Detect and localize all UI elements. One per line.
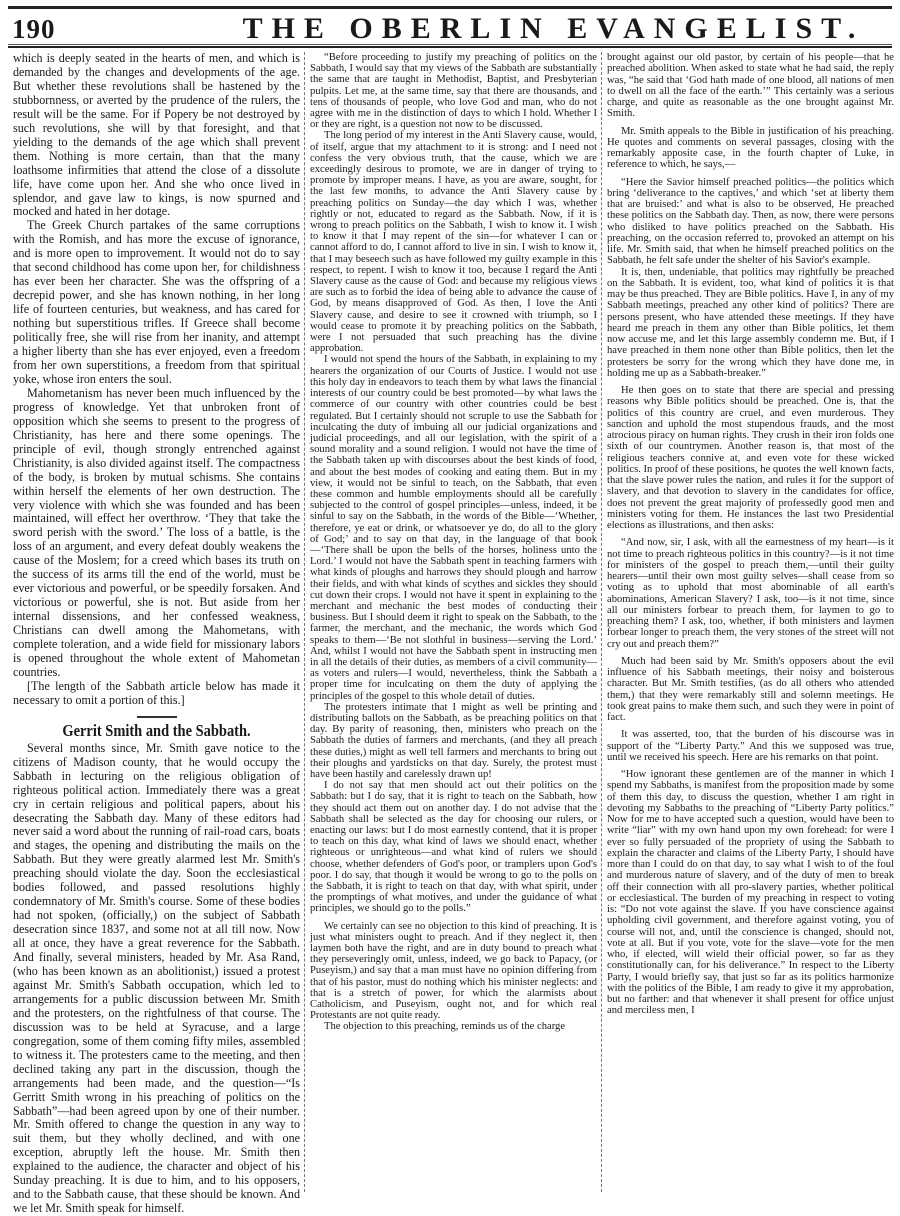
paragraph: I would not spend the hours of the Sabbath, in explaining to my hearers the organization of our Courts of Justice. I would not use this holy day in endeavors to teach them by what laws the financial interests of our country could be best promoted—by what laws the commerce of our country with other countries could be best regulated. But I certainly should not scruple to use the Sabbath for inculcating the duty of imbuing all our judicial organizations and judicial proceedings, and all our legislation, with the spirit of a sound morality and a sound religion. I would not have the time of the Sabbath taken up with discourses about the best kinds of food, and about the best modes of cooking and eating them. But in my view, it would not be sinful to teach, on the Sabbath, that even these common and humble employments should all be carefully subjected to the control of gospel principles—unless, indeed, it be sinful to say on the Sabbath, in the words of the Bible—‘Whether, therefore, ye eat or drink, or whatsoever ye do, do all to the glory of God;’ and to say on that day, in the language of that book—‘There shall be upon the bells of the horses, holiness unto the Lord.’ I would not have the Sabbath spent in teaching farmers with what kinds of ploughs and harrows they should plough and harrow their fields, and with what kinds of scythes and sickles they should cut down their crops. I would not have it spent in explaining to the merchant and mechanic the best modes of conducting their business. But I should deem it right to speak on the Sabbath, to the farmer, the merchant, and the mechanic, the words which God speaks to them—‘Be not slothful in business—serving the Lord.’ And, whilst I would not have the Sabbath spent in instructing men in all the details of their duties, as members of a civil community—as voters and rulers—I would, nevertheless, think the Sabbath a proper time for inculcating on them the duty of applying the principles of the gospel to this whole detail of duties. (310, 354, 597, 702)
quote-paragraph: “How ignorant these gentlemen are of the manner in which I spend my Sabbaths, is manifest from the proposition made by some of them this day, to discuss the question, whether I am right in devoting my Sabbaths to the preaching of “Liberty Party politics.” Now for me to have accepted such a question, would have been to write “liar” with my own hand upon my own forehead: for were I ever so fully persuaded of the propriety of using the Sabbath to explain the character and claims of the Liberty Party, I should have more than I could do on that day, to say what I wish to of the foul and murderous nature of slavery, and of the duty of men to break off their connection with all pro-slavery parties, whether political or ecclesiastical. The burden of my preaching in respect to voting is: “Do not vote against the slave. If you have conscience against upholding civil government, and therefore against voting, you of course will not, and, until the conscience is changed, should not, vote at all. But if you vote, vote for the slave—vote for the men who, if elected, will wield their official power, so far as they constitutionally can, for his deliverance.” In respect to the Liberty Party, I would briefly say, that just so far as its politics harmonize with the politics of the Bible, I am ready to give it my approbation, but no farther: and that whenever it shall present for office unjust and merciless men, I (607, 769, 894, 1017)
paragraph: It was asserted, too, that the burden of his discourse was in support of the “Liberty Party.” And this we supposed was true, until we received his speech. Here are his remarks on that point. (607, 729, 894, 763)
column-1 (13, 52, 300, 1216)
paragraph: The protesters intimate that I might as well be printing and distributing ballots on the Sabbath, as be preaching politics on that day. By parity of reasoning, then, ministers who preach on the Sabbath the duties of farmers and merchants, (and they all preach these duties,) might as well tell farmers and merchants to bring out their ploughs and yardsticks on that day. Surely, the protest must have been hastily and carelessly drawn up! (310, 701, 597, 780)
quote-paragraph: “Here the Savior himself preached politics—the politics which bring ‘deliverance to the captives,’ and which ‘set at liberty them that are bruised:’ and what is also to be observed, He preached these politics on the Sabbath day. Then, as now, there were persons who disliked to have politics preached on the Sabbath. His preaching, on the occasion referred to, provoked an attempt on his life. Mr. Smith said, that when he himself preached politics on the Sabbath, he felt safe under the shelter of his Savior's example. (607, 176, 894, 267)
paragraph: We certainly can see no objection to this kind of preaching. It is just what ministers ought to preach. And if they neglect it, then laymen both have the right, and are in duty bound to preach what they perseveringly omit, unless, indeed, we go back to Papacy, (or Puseyism,) and say that a man must have no opinion differing from that of his pastor, must do nothing which his minister neglects: and that is a stretch of power, for which the alarmists about Catholicism, and Puseyism, ought not, and for which real Protestants are not quite ready. (310, 920, 597, 1022)
paragraph: “Before proceeding to justify my preaching of politics on the Sabbath, I would say that my views of the Sabbath are substantially the same that are taught in Methodist, Baptist, and Presbyterian pulpits. Let me, at the same time, say that there are thousands, and tens of thousands of people, who love God and man, who do not agree with me in the distinction of days to which I hold. Whether I or they are right, is a question not now to be discussed. (310, 52, 597, 131)
paragraph: brought against our old pastor, by certain of his people—that he preached abolition. When asked to state what he had said, the reply was, “he said that ‘God hath made of one blood, all nations of men to dwell on all the face of the earth.’” This certainly was a serious charge, and quite as reasonable as the one brought against Mr. Smith. (607, 52, 894, 120)
column-divider (601, 52, 602, 1192)
paragraph: The objection to this preaching, reminds us of the charge (324, 1021, 566, 1033)
paragraph: which is deeply seated in the hearts of men, and which is demanded by the changes and developments of the age. But whether these revolutions shall be hastened by the stubbornness, or averted by the prudence of the rulers, the result will be the same. For if Popery be not destroyed by such revolutions, she will by that foresight, and that yielding to the demands of the age which shall prevent them. Nothing is more certain, than that the many loathsome infirmities that attend the close of a dissolute life, have come upon her. And she who once lived in splendor, and gave law to kings, is now spurned and mocked and hated in her dotage. (13, 51, 300, 219)
quote-paragraph: “And now, sir, I ask, with all the earnestness of my heart—is it not time to preach righteous politics in this country?—is it not time for ministers of the gospel to preach them,—until their guilty hearers—until their own most guilty selves—shall cease from so voting as to uphold that most abominable of all earth's abominations, American Slavery? I ask, too—is it not time, since all our ministers forbear to preach them, for laymen to go to preaching them? I ask, too, whether, if both ministers and laymen forbear longer to preach them, the very stones of the street will not cry out and preach them?” (607, 537, 894, 650)
column-2 (310, 52, 597, 1033)
masthead-rule (8, 44, 892, 48)
paragraph: The Greek Church partakes of the same corruptions with the Romish, and has more the excuse of ignorance, and is more open to improvement. It would not do to say that second childhood has come upon her, for childishness has ever been her character. She was the offspring of a decrepid power, and she has known nothing, in her long life of fourteen centuries, but weakness, and has cared for nothing but superstitious trifles. If Greece shall become politically free, she will rise from her inanity, and attempt a higher liberty than she has ever enjoyed, even a freedom from her own superstitions, a freedom from that spiritual yoke, whose iron enters the soul. (13, 218, 300, 386)
column-divider (304, 52, 305, 1192)
top-rule (8, 6, 892, 9)
paragraph: Several months since, Mr. Smith gave notice to the citizens of Madison county, that he would occupy the Sabbath in lecturing on the religious obligation of righteous political action. Immediately there was a great cry in certain religious and political papers, about his desecrating the Sabbath day. Many of these editors had never said a word about the running of rail-road cars, boats and stages, the opening and distributing the mails on the Sabbath. But they were greatly alarmed lest Mr. Smith's preaching should violate the day. Soon the ecclesiastical bodies followed, and passed resolutions highly condemnatory of Mr. Smith's course. Some of these bodies had not spoken, (officially,) on the subject of Sabbath desecration since 1837, and some not at all till now. Now all at once, they have a great reverence for the Sabbath. And finally, several ministers, headed by Mr. Asa Rand, (who has been known as an abolitionist,) issued a protest against Mr. Smith's Sabbath occupation, which led to arrangements for a public discussion between Mr. Smith and the protesters, on the rightfulness of that course. The discussion was to be held at Syracuse, and a large congregation, some of them coming fifty miles, assembled to witness it. The protesters came to the meeting, and then declined taking any part in the discussion, though the arrangements had been made, and the question—“Is Gerritt Smith wrong in his preaching of politics on the Sabbath”—had been agreed upon by one of their number. Mr. Smith offered to change the question in any way to suit them, but they wholly declined, and with one exception, abruptly left the house. Mr. Smith then explained to the audience, the character and object of his Sunday preaching. It is due to him, and to his opposers, and to the Sabbath cause, that these should be known. And we let Mr. Smith speak for himself. (13, 740, 300, 1216)
editor-note: [The length of the Sabbath article below has made it necessary to omit a portion of this.] (13, 678, 300, 707)
paragraph: He then goes on to state that there are special and pressing reasons why Bible politics should be preached. One is, that the politics of this country are cruel, and even murderous. They sanction and uphold the most stupendous frauds, and the most atrocious piracy on human rights. They crush in their iron folds one sixth of our countrymen. Another reason is, that most of the religious teachers connive at, and even vote for these wicked politics. In proof of these positions, he quotes the well known facts, that the slave power rules the nation, and rules it for the support of slavery, and that devotion to slavery in the candidates for office, does not prevent the great majority of professedly good men and ministers voting for them. He instances the last two Presidential elections as illustrations, and then asks: (607, 385, 894, 531)
quote-paragraph: It is, then, undeniable, that politics may rightfully be preached on the Sabbath. It is evident, too, what kind of politics it is that may be thus preached. They are Bible politics. Have I, in any of my Sabbath meetings, preached any other kind of politics? There are persons present, who have attended these meetings. If they have heard me preach in them any other than Bible politics, let them now accuse me, and let this large assembly condemn me. But, if I have preached in them none other than Bible politics, then let the protesters be sorry for the wrong which they have done me, in holding me up as a Sabbath-breaker.” (607, 266, 894, 379)
section-rule (137, 716, 177, 718)
masthead-title: THE OBERLIN EVANGELIST. (242, 12, 865, 45)
paragraph: I do not say that men should act out their politics on the Sabbath: but I do say, that it is right to teach on the Sabbath, how they should act them out on another day. I do not advise that the Sabbath shall be selected as the day for choosing our rulers, or enacting our laws: but I do most earnestly contend, that it is proper to teach on this day, what kind of laws we should enact, whether righteous or unrighteous—and what kind of rulers we should choose, whether defenders of God's poor, or tramplers upon God's poor. I do say, that though it would be wrong to go to the polls on the Sabbath, it is right to teach on that day, with what spirit, under the promptings of what motives, and under the guidance of what principles, we should go to the polls.” (310, 780, 597, 915)
paragraph: The long period of my interest in the Anti Slavery cause, would, of itself, argue that my attachment to it is strong: and I need not confess the very obvious truth, that the cause, which we are exceedingly desirous to promote, we are in danger of trying to promote by improper means. I have, as you are aware, sought, for the last few months, to advance the Anti Slavery cause by preaching politics on Sunday—the day which I was, whether rightly or not, educated to regard as the Sabbath. Now, if it is wrong to preach politics on the Sabbath, I wish to know it. I wish to know it that I may repent of the sin—for whatever I can or cannot afford to do, I cannot afford to live in sin. I wish to know it, that I may beseech such as have followed my guilty example in this respect, to repent. I wish to know it too, because I regard the Anti Slavery cause as the cause of God: and because my religious views are such as to forbid the idea of being able to advance the cause of God, by means disapproved of God. As then, I love the Anti Slavery cause, and desire to see it crowned with triumph, so I would cease to promote it by preaching politics on the Sabbath, were I not persuaded that such preaching has the divine approbation. (310, 130, 597, 355)
paragraph: Mahometanism has never been much influenced by the progress of knowledge. Yet that unbroken front of opposition which she seems to present to the progress of Christianity, has here and there some openings. The principle of evil, though strongly entrenched against Christianity, is also divided against itself. The compactness of the body, is broken by mutual schisms. She contains within herself the elements of her own destruction. The very violence with which she was founded and has been maintained, will effect her overthrow. ‘They that take the sword perish with the sword.’ The loss of a battle, is the loss of an argument, and every defeat doubly weakens the cause of the Moslem; for a creed which bases its truth on the success of its arms till the end of the world, must be ever victorious and powerful, or be speedily forsaken. And victorious or powerful, she is not. But aside from her internal dissensions, and her confessed weakness, Christians can dwell among the Mahometans, with complete toleration, and a wide field for missionary labors is opened throughout the whole extent of Mahometan countries. (13, 385, 300, 679)
page-number: 190 (12, 14, 56, 44)
paragraph: Much had been said by Mr. Smith's opposers about the evil influence of his Sabbath meetings, their noisy and boisterous character. But Mr. Smith testifies, (as do all others who attended them,) that they were remarkably still and solemn meetings. He took great pains to make them such, and such they were in point of fact. (607, 655, 894, 723)
article-heading: Gerrit Smith and the Sabbath. (62, 720, 251, 740)
paragraph: Mr. Smith appeals to the Bible in justification of his preaching. He quotes and comments on several passages, closing with the remarkably apposite case, in the fourth chapter of Luke, in reference to which, he says,— (607, 125, 894, 171)
column-3 (607, 52, 894, 1017)
